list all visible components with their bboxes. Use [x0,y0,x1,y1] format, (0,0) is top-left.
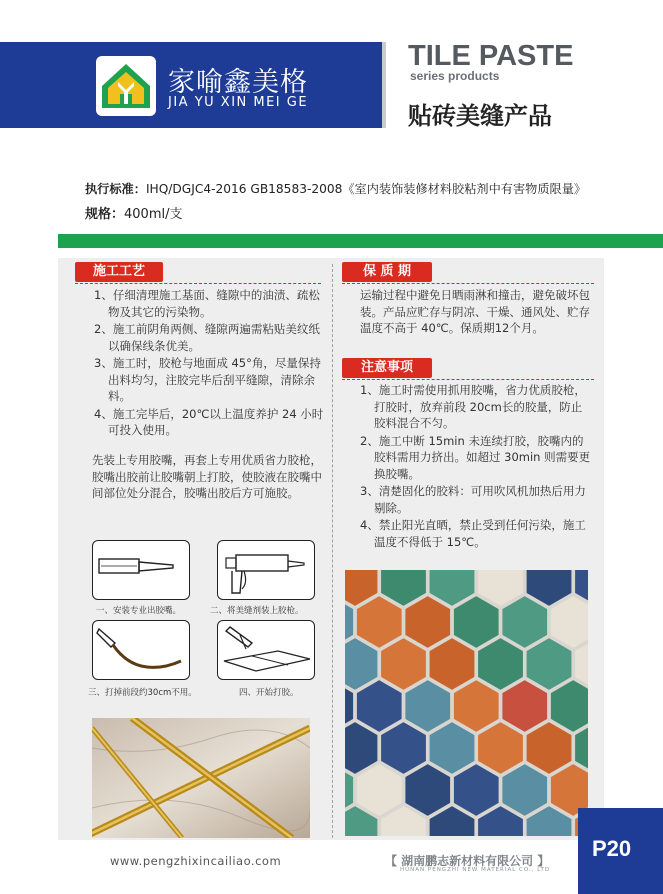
grout-line-photo [92,718,310,838]
shelf-life-title: 保 质 期 [342,262,432,282]
logo-house-icon [96,56,156,116]
column-divider [332,264,333,838]
construction-item: 3、施工时，胶枪与地面成 45°角，尽量保持出料均匀，注胶完毕后刮平缝隙，清除余料。 [94,356,321,403]
brand-name-cn: 家喻鑫美格 [168,67,308,98]
shelf-life-underline [342,282,594,284]
step-illustration-2 [217,540,315,600]
construction-note: 先装上专用胶嘴，再套上专用优质省力胶枪，胶嘴出胶前让胶嘴朝上打胶，使胶液在胶嘴中间部位处分混合，胶嘴出胶后方可施胶。 [92,453,322,500]
specification [85,203,182,222]
shelf-life-text: 运输过程中避免日晒雨淋和撞击，避免破坏包装。产品应贮存与阴凉、干燥、通风处、贮存温度不高于 40℃。保质期12个月。 [360,288,590,335]
standard-value: IHQ/DGJC4-2016 GB18583-2008《室内装饰装修材料胶粘剂中有害物质限量》 [145,182,587,196]
notes-item: 2、施工中断 15min 未连续打胶，胶嘴内的胶料需用力挤出。如超过 30min 则需要更换胶嘴。 [360,433,591,481]
spec-value: 400ml/支 [124,207,183,222]
step-caption-4: 四、开始打胶。 [239,688,299,698]
website-url: www.pengzhixincailiao.com [110,854,282,868]
accent-bar [58,234,663,248]
company-name-en: HUNAN PENGZHI NEW MATERIAL CO., LTD [400,867,551,873]
shelf-life-header [342,262,594,282]
notes-item: 1、施工时需使用抓用胶嘴，省力优质胶枪，打胶时，放弃前段 20cm长的胶量，防止胶料混合不匀。 [360,383,586,430]
page-title-en: TILE PASTE [408,40,574,72]
construction-title: 施工工艺 [75,262,163,282]
step-caption-1: 一、安装专业出胶嘴。 [96,606,182,616]
notes-underline [342,378,594,380]
notes-header [342,358,594,378]
notes-list [360,382,592,551]
construction-item: 2、施工前阴角两侧、缝隙两遍需粘贴美纹纸以确保线条优美。 [94,322,320,353]
step-caption-2: 二、将美缝剂装上胶枪。 [210,606,304,616]
hexagon-tile-floor-photo [345,570,588,836]
notes-item: 4、禁止阳光直晒，禁止受到任何污染，施工温度不得低于 15℃。 [360,518,586,549]
page-subtitle: series products [410,69,500,83]
notes-title: 注意事项 [342,358,432,378]
header-band-shadow [382,42,386,128]
brand-name-en: JIA YU XIN MEI GE [168,95,309,110]
construction-header [75,262,321,282]
standard-label: 执行标准： [85,182,146,196]
page-number: P20 [592,836,632,861]
construction-steps [94,287,326,440]
step-illustration-1 [92,540,190,600]
construction-item: 1、仔细清理施工基面、缝隙中的油渍、疏松物及其它的污染物。 [94,288,320,319]
spec-label: 规格： [85,207,125,222]
notes-item: 3、清楚固化的胶料：可用吹风机加热后用力剔除。 [360,484,586,515]
company-name-cn: 【 湖南鹏志新材料有限公司 】 [385,854,550,868]
step-caption-3: 三、打掉前段约30cm不用。 [88,688,197,698]
construction-underline [75,282,321,284]
construction-item: 4、施工完毕后，20℃以上温度养护 24 小时可投入使用。 [94,406,324,437]
page-title-cn: 贴砖美缝产品 [408,102,552,130]
step-illustration-4 [217,620,315,680]
step-illustration-3 [92,620,190,680]
execution-standard [85,180,586,197]
